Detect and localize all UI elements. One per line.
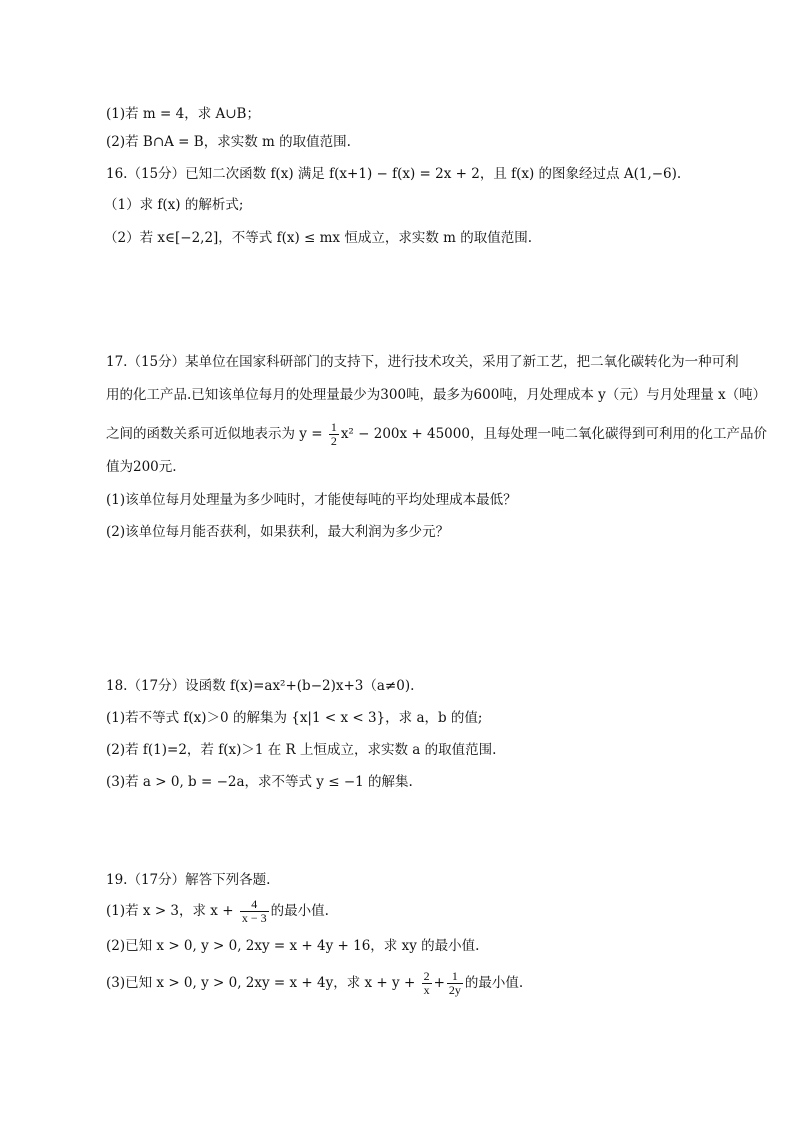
q17-part1: (1)该单位每月处理量为多少吨时，才能使每吨的平均处理成本最低？ bbox=[106, 492, 517, 508]
q17-line3-start: 之间的函数关系可近似地表示为 y = bbox=[106, 426, 327, 442]
q16-part1: （1）求 f(x) 的解析式; bbox=[104, 197, 244, 213]
q16-header: 16.（15分）已知二次函数 f(x) 满足 f(x+1) − f(x) = 2x + 2，且 f(x) 的图象经过点 A(1,−6). bbox=[106, 166, 682, 182]
q18-part2: (2)若 f(1)=2，若 f(x)＞1 在 R 上恒成立，求实数 a 的取值范围. bbox=[106, 742, 497, 758]
q18-part1: (1)若不等式 f(x)＞0 的解集为 {x|1 < x < 3}，求 a，b 的值; bbox=[106, 710, 483, 726]
q16-part2: （2）若 x∈[−2,2]，不等式 f(x) ≤ mx 恒成立，求实数 m 的取值范围. bbox=[104, 230, 533, 246]
q17-line2: 用的化工产品.已知该单位每月的处理量最少为300吨，最多为600吨，月处理成本 y（元）与月处理量 x（吨） bbox=[106, 387, 767, 403]
q19-part3 bbox=[106, 970, 523, 997]
q15-part2: (2)若 B∩A = B，求实数 m 的取值范围. bbox=[106, 134, 351, 150]
q19-part2: (2)已知 x > 0, y > 0, 2xy = x + 4y + 16，求 xy 的最小值. bbox=[106, 938, 480, 954]
q18-part3: (3)若 a > 0, b = −2a，求不等式 y ≤ −1 的解集. bbox=[106, 774, 413, 790]
q19-header: 19.（17分）解答下列各题. bbox=[106, 872, 271, 888]
one-over-2y: $\frac{1}{2y}$ bbox=[448, 969, 461, 997]
q17-part2: (2)该单位每月能否获利，如果获利，最大利润为多少元？ bbox=[106, 524, 450, 540]
two-over-x: $\frac{2}{x}$ bbox=[423, 969, 430, 997]
four-over-x-minus-3: $\frac{4}{x - 3}$ bbox=[241, 897, 267, 925]
q19-part3-end: 的最小值. bbox=[464, 975, 524, 991]
q19-part1 bbox=[106, 898, 329, 925]
q17-line4: 值为200元. bbox=[106, 459, 177, 475]
q19-part1-end: 的最小值. bbox=[270, 903, 329, 919]
q18-header: 18.（17分）设函数 f(x)=ax²+(b−2)x+3（a≠0). bbox=[106, 678, 415, 694]
q17-line1: 17.（15分）某单位在国家科研部门的支持下，进行技术攻关，采用了新工艺，把二氧化碳转化为一种可利 bbox=[106, 354, 739, 370]
q17-line3-end: x² − 200x + 45000，且每处理一吨二氧化碳得到可利用的化工产品价 bbox=[340, 426, 767, 442]
q19-part1-start: (1)若 x > 3，求 x + bbox=[106, 903, 238, 919]
q15-part1: (1)若 m = 4，求 A∪B； bbox=[106, 106, 260, 122]
plus-sign: + bbox=[433, 975, 445, 991]
q17-line3 bbox=[106, 421, 767, 448]
q19-part3-start: (3)已知 x > 0, y > 0, 2xy = x + 4y，求 x + y + bbox=[106, 975, 420, 991]
half-fraction: $\frac{1}{2}$ bbox=[330, 420, 337, 448]
